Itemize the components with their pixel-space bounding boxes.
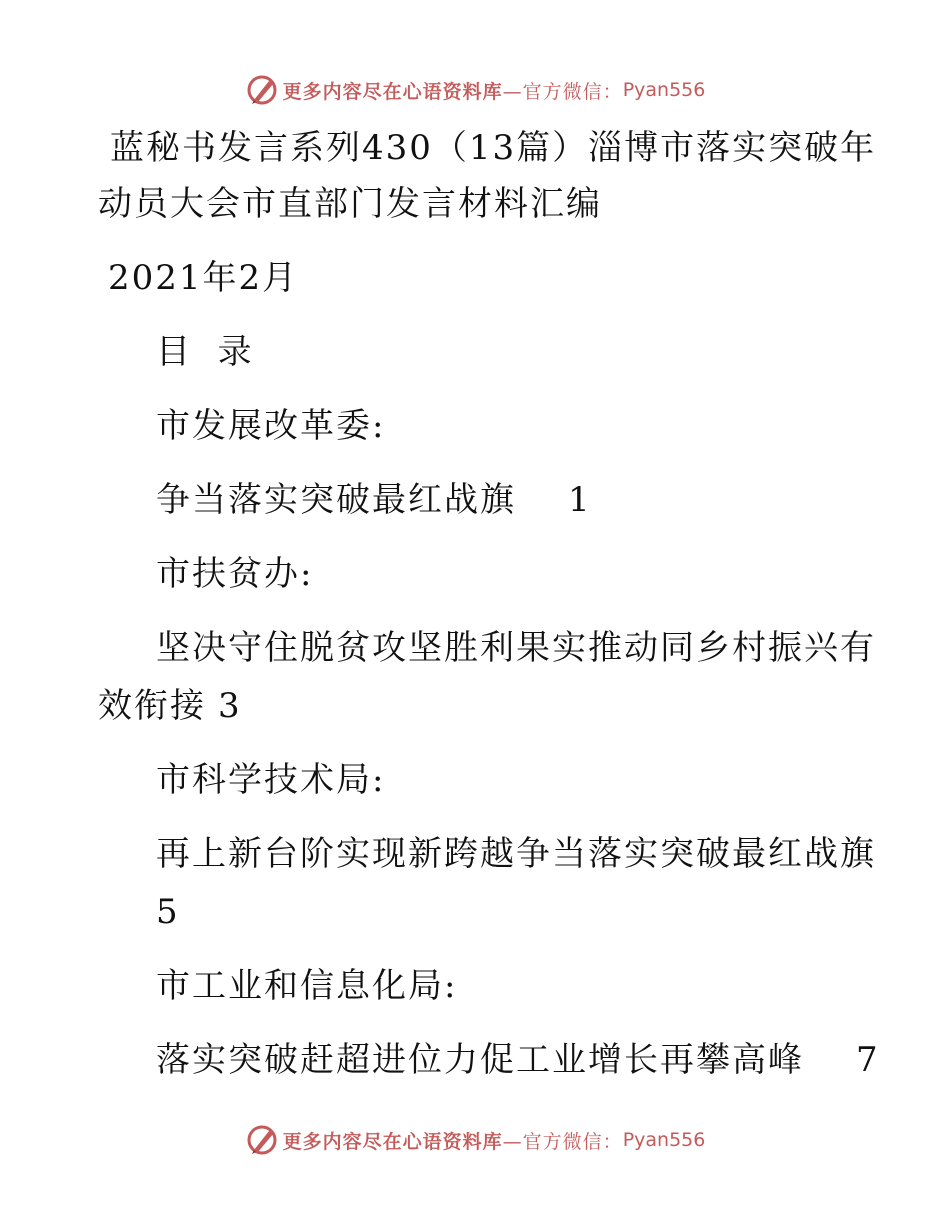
watermark-footer: [0, 1120, 950, 1160]
pen-logo-icon: [245, 73, 279, 107]
toc-entry-3-page: 5: [156, 892, 180, 932]
watermark-separator: —官方微信：: [502, 80, 623, 103]
toc-entry-3-title: 再上新台阶实现新跨越争当落实突破最红战旗: [156, 834, 876, 874]
watermark-main-text: 更多内容尽在心语资料库: [282, 1130, 503, 1153]
document-title-line1: 蓝秘书发言系列430（13篇）淄博市落实突破年: [110, 128, 877, 168]
toc-entry-2-title-line2: 效衔接: [98, 686, 206, 726]
toc-entry-4-page: 7: [856, 1040, 880, 1080]
toc-entry-2: [98, 686, 242, 726]
toc-entry-2-title-line1: 坚决守住脱贫攻坚胜利果实推动同乡村振兴有: [156, 628, 876, 668]
watermark-separator: —官方微信：: [502, 1130, 623, 1153]
watermark-wechat-id: Pyan556: [622, 79, 706, 101]
toc-dept-1: 市发展改革委:: [156, 406, 386, 446]
toc-heading: 目 录: [156, 332, 254, 372]
pen-logo-icon: [245, 1123, 279, 1157]
document-date: 2021年2月: [108, 258, 299, 298]
watermark-header: [0, 70, 950, 110]
toc-dept-4: 市工业和信息化局:: [156, 966, 458, 1006]
toc-entry-4-title: 落实突破赶超进位力促工业增长再攀高峰: [156, 1040, 804, 1080]
toc-entry-1-title: 争当落实突破最红战旗: [156, 480, 516, 520]
toc-entry-4: [156, 1040, 880, 1080]
document-title-line2: 动员大会市直部门发言材料汇编: [98, 184, 602, 224]
watermark-wechat-id: Pyan556: [622, 1129, 706, 1151]
toc-entry-1-page: 1: [568, 480, 592, 520]
toc-dept-3: 市科学技术局:: [156, 760, 386, 800]
toc-entry-1: [156, 480, 592, 520]
watermark-main-text: 更多内容尽在心语资料库: [282, 80, 503, 103]
toc-dept-2: 市扶贫办:: [156, 554, 314, 594]
toc-entry-2-page: 3: [218, 686, 242, 726]
